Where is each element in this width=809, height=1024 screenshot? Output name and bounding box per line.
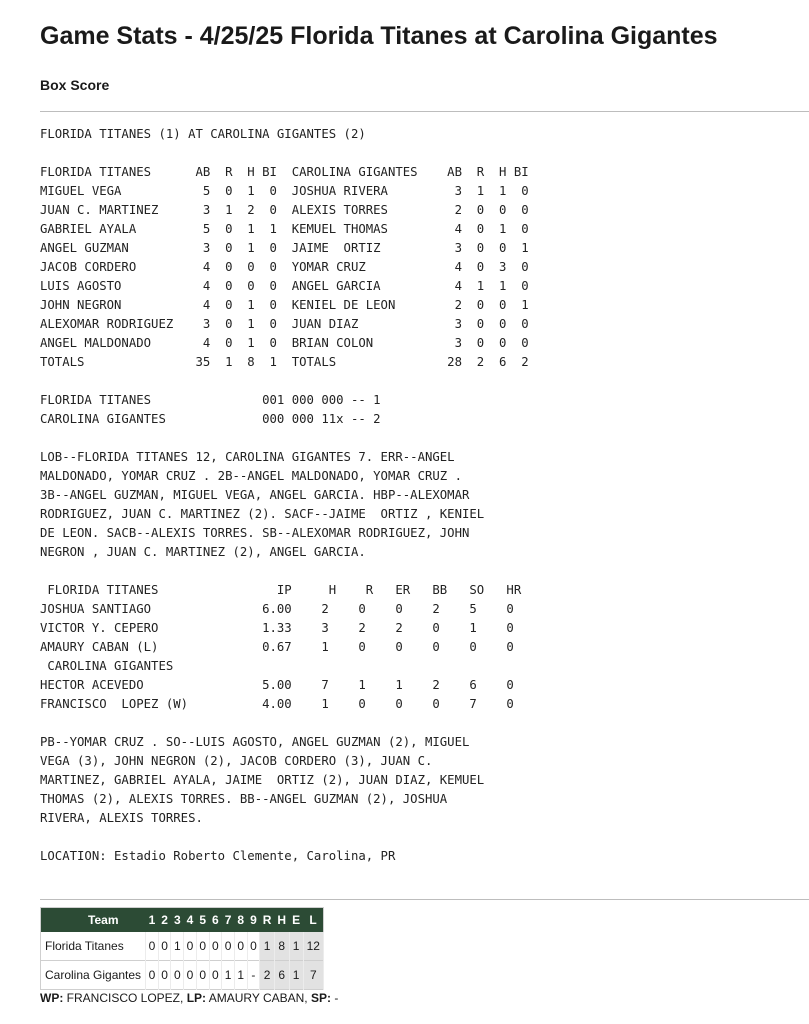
total-hits: 8: [274, 932, 289, 961]
inning-score: 0: [158, 961, 171, 990]
inning-score: 0: [158, 932, 171, 961]
inning-score: 0: [146, 961, 159, 990]
divider-top: [40, 111, 809, 112]
inning-score: 0: [184, 961, 197, 990]
linescore-row-away: [41, 932, 324, 961]
inning-score: 0: [171, 961, 184, 990]
header-hits: H: [274, 908, 289, 933]
total-errors: 1: [289, 961, 303, 990]
wp-value: FRANCISCO LOPEZ,: [63, 991, 187, 1005]
section-heading-box-score: Box Score: [40, 77, 110, 93]
header-lob: L: [303, 908, 323, 933]
inning-score: 0: [196, 932, 209, 961]
total-errors: 1: [289, 932, 303, 961]
inning-score: 0: [146, 932, 159, 961]
inning-score: 0: [209, 932, 222, 961]
header-inning-1: 1: [146, 908, 159, 933]
header-inning-8: 8: [234, 908, 247, 933]
header-runs: R: [260, 908, 275, 933]
inning-score: 0: [196, 961, 209, 990]
header-inning-9: 9: [247, 908, 260, 933]
header-errors: E: [289, 908, 303, 933]
lp-label: LP:: [186, 991, 207, 1005]
total-runs: 2: [260, 961, 275, 990]
header-inning-4: 4: [184, 908, 197, 933]
inning-score: 0: [247, 932, 260, 961]
inning-score: -: [247, 961, 260, 990]
divider-bottom: [40, 899, 809, 900]
inning-score: 0: [234, 932, 247, 961]
linescore-row-home: [41, 961, 324, 990]
total-lob: 12: [303, 932, 323, 961]
box-score-text: FLORIDA TITANES (1) AT CAROLINA GIGANTES (2) FLORIDA TITANES AB R H BI CAROLINA GIGANTES AB R H BI MIGUEL VEGA 5 0 1 0 JOSHUA RIVERA 3 1 1 0 JUAN C. MARTINEZ 3 1 2 0 ALEXIS TORRES 2 0 0 0 GABRIEL AYALA 5 0 1 1 KEMUEL THOMAS 4 0 1 0 ANGEL GUZMAN 3 0 1 0 JAIME ORTIZ 3 0 0 1 JACOB CORDERO 4 0 0 0 YOMAR CRUZ 4 0 3 0 LUIS AGOSTO 4 0 0 0 ANGEL GARCIA 4 1 1 0 JOHN NEGRON 4 0 1 0 KENIEL DE LEON 2 0 0 1 ALEXOMAR RODRIGUEZ 3 0 1 0 JUAN DIAZ 3 0 0 0 ANGEL MALDONADO 4 0 1 0 BRIAN COLON 3 0 0 0 TOTALS 35 1 8 1 TOTALS 28 2 6 2 FLORIDA TITANES 001 000 000 -- 1 CAROLINA GIGANTES 000 000 11x -- 2 LOB--FLORIDA TITANES 12, CAROLINA GIGANTES 7. ERR--ANGEL MALDONADO, YOMAR CRUZ . 2B--ANGEL MALDONADO, YOMAR CRUZ . 3B--ANGEL GUZMAN, MIGUEL VEGA, ANGEL GARCIA. HBP--ALEXOMAR RODRIGUEZ, JUAN C. MARTINEZ (2). SACF--JAIME ORTIZ , KENIEL DE LEON. SACB--ALEXIS TORRES. SB--ALEXOMAR RODRIGUEZ, JOHN NEGRON , JUAN C. MARTINEZ (2), ANGEL GARCIA. FLORIDA TITANES IP H R ER BB SO HR JOSHUA SANTIAGO 6.00 2 0 0 2 5 0 VICTOR Y. CEPERO 1.33 3 2 2 0 1 0 AMAURY CABAN (L) 0.67 1 0 0 0 0 0 CAROLINA GIGANTES HECTOR ACEVEDO 5.00 7 1 1 2 6 0 FRANCISCO LOPEZ (W) 4.00 1 0 0 0 7 0 PB--YOMAR CRUZ . SO--LUIS AGOSTO, ANGEL GUZMAN (2), MIGUEL VEGA (3), JOHN NEGRON (2), JACOB CORDERO (3), JUAN C. MARTINEZ, GABRIEL AYALA, JAIME ORTIZ (2), JUAN DIAZ, KEMUEL THOMAS (2), ALEXIS TORRES. BB--ANGEL GUZMAN (2), JOSHUA RIVERA, ALEXIS TORRES. LOCATION: Estadio Roberto Clemente, Carolina, PR: [40, 127, 529, 863]
sp-label: SP:: [310, 991, 331, 1005]
inning-score: 1: [234, 961, 247, 990]
inning-score: 0: [209, 961, 222, 990]
inning-score: 1: [171, 932, 184, 961]
inning-score: 0: [184, 932, 197, 961]
lp-value: AMAURY CABAN,: [206, 991, 311, 1005]
team-name: Florida Titanes: [41, 932, 146, 961]
header-inning-6: 6: [209, 908, 222, 933]
inning-score: 0: [222, 932, 235, 961]
total-lob: 7: [303, 961, 323, 990]
header-team: Team: [41, 908, 146, 933]
team-name: Carolina Gigantes: [41, 961, 146, 990]
page-title: Game Stats - 4/25/25 Florida Titanes at Carolina Gigantes: [40, 22, 718, 50]
total-runs: 1: [260, 932, 275, 961]
inning-score: 1: [222, 961, 235, 990]
header-inning-5: 5: [196, 908, 209, 933]
header-inning-3: 3: [171, 908, 184, 933]
sp-value: -: [330, 991, 339, 1005]
pitcher-decisions: [40, 991, 338, 1005]
linescore-header-row: [41, 908, 324, 933]
header-inning-7: 7: [222, 908, 235, 933]
total-hits: 6: [274, 961, 289, 990]
linescore-table: [40, 907, 324, 990]
wp-label: WP:: [40, 991, 64, 1005]
header-inning-2: 2: [158, 908, 171, 933]
